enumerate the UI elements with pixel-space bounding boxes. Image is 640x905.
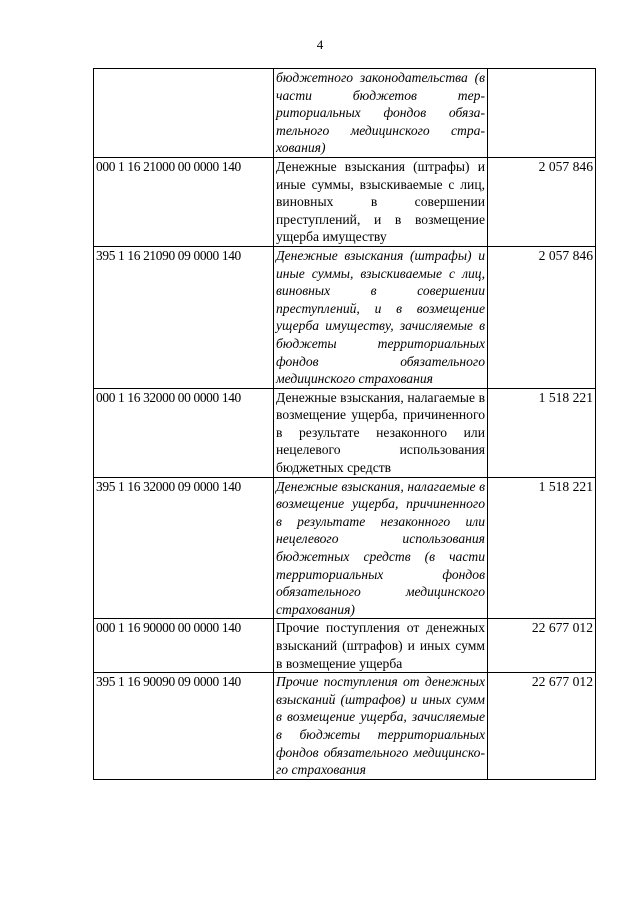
budget-code-cell: 000 1 16 32000 00 0000 140 [94,388,274,477]
budget-code-cell: 000 1 16 90000 00 0000 140 [94,619,274,673]
amount-cell: 2 057 846 [488,157,596,246]
revenue-name-cell: бюджетного законодательства (в части бюджетов территориальных фондов обязательного медицинского страхования) [274,69,488,158]
amount-cell: 2 057 846 [488,246,596,388]
table-row [94,157,596,246]
table-row [94,477,596,619]
table-row [94,388,596,477]
revenue-name-cell: Денежные взыскания, налагаемые в возмещение ущерба, причиненного в результате незаконного или нецелевого использования бюджетных средств (в части территориальных фондов обязательного медицинского страхования) [274,477,488,619]
amount-cell: 22 677 012 [488,673,596,780]
table-row [94,619,596,673]
revenue-name-cell: Прочие поступления от денежных взысканий (штрафов) и иных сумм в возмещение ущерба [274,619,488,673]
budget-code-cell: 395 1 16 21090 09 0000 140 [94,246,274,388]
amount-cell: 1 518 221 [488,388,596,477]
amount-cell [488,69,596,158]
table-row [94,673,596,780]
revenue-table [93,68,596,780]
budget-code-cell: 395 1 16 32000 09 0000 140 [94,477,274,619]
budget-code-cell [94,69,274,158]
page-number: 4 [316,37,324,52]
table-row [94,246,596,388]
amount-cell: 22 677 012 [488,619,596,673]
revenue-name-cell: Денежные взыскания (штрафы) и иные суммы, взыскиваемые с лиц, виновных в совершении преступлений, и в возмещение ущерба имуществу [274,157,488,246]
amount-cell: 1 518 221 [488,477,596,619]
budget-code-cell: 000 1 16 21000 00 0000 140 [94,157,274,246]
revenue-name-cell: Денежные взыскания, налагаемые в возмещение ущерба, причиненного в результате незаконного или нецелевого использования бюджетных средств [274,388,488,477]
revenue-name-cell: Денежные взыскания (штрафы) и иные суммы, взыскиваемые с лиц, виновных в совершении преступлений, и в возмещение ущерба имуществу, зачисляемые в бюджеты территориальных фондов обязательного медицинского страхования [274,246,488,388]
budget-code-cell: 395 1 16 90090 09 0000 140 [94,673,274,780]
table-row [94,69,596,158]
revenue-name-cell: Прочие поступления от денежных взысканий (штрафов) и иных сумм в возмещение ущерба, зачисляемые в бюджеты территориальных фондов обязательного медицинского страхования [274,673,488,780]
